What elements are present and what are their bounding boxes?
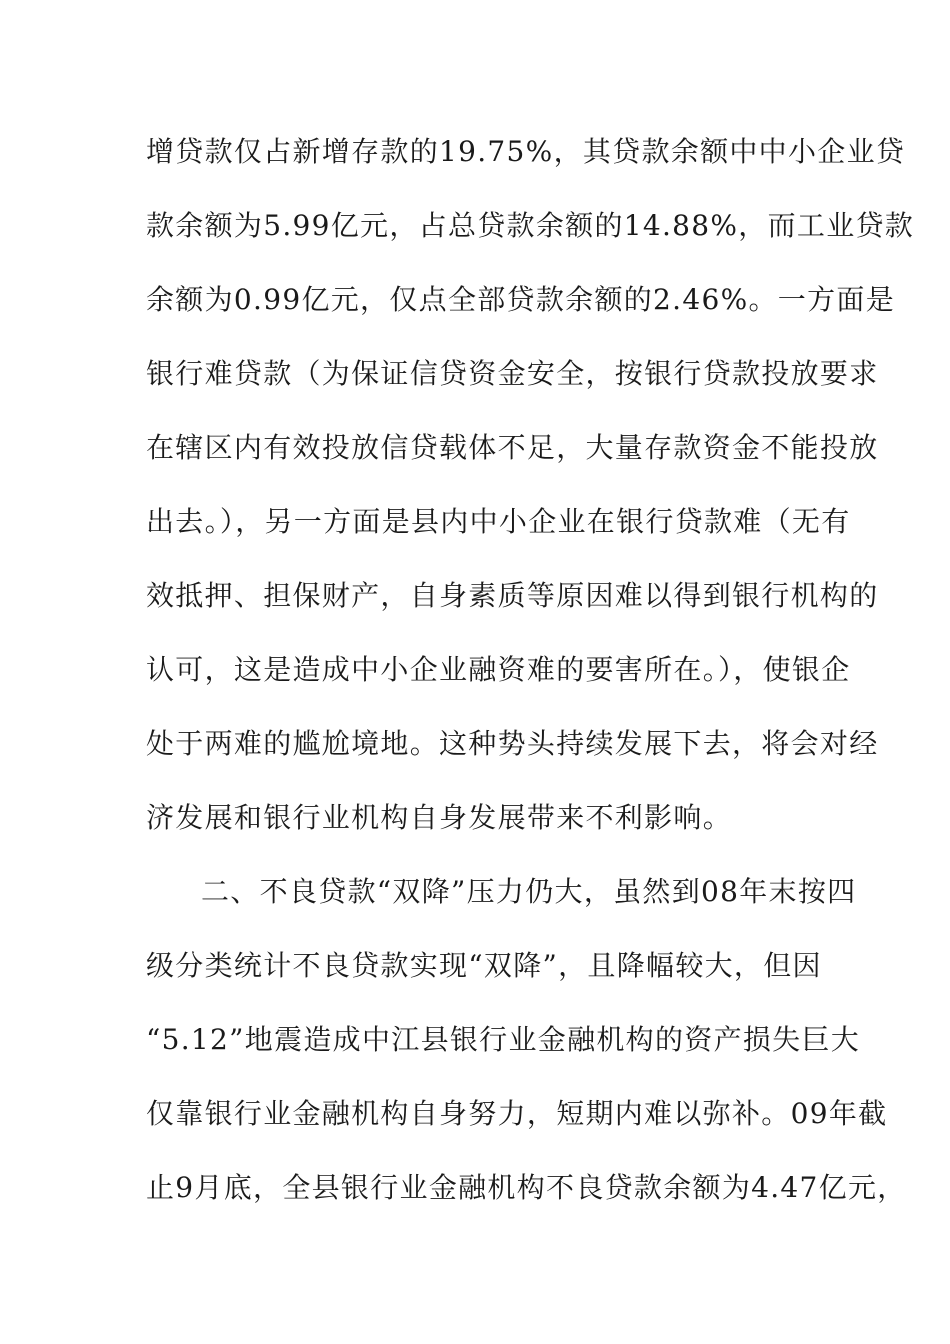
text-line: 出去。），另一方面是县内中小企业在银行贷款难（无有 [146,505,851,538]
text-line: 在辖区内有效投放信贷载体不足，大量存款资金不能投放 [146,431,879,464]
text-line: 效抵押、担保财产，自身素质等原因难以得到银行机构的 [146,579,879,612]
text-line: 处于两难的尴尬境地。这种势头持续发展下去，将会对经 [146,727,879,760]
text-line: “5.12”地震造成中江县银行业金融机构的资产损失巨大 [146,1023,861,1056]
text-line: 济发展和银行业机构自身发展带来不利影响。 [146,801,733,834]
text-line: 余额为0.99亿元，仅点全部贷款余额的2.46%。一方面是 [146,283,895,316]
text-line: 银行难贷款（为保证信贷资金安全，按银行贷款投放要求 [146,357,879,390]
paragraph-start-line: 二、不良贷款“双降”压力仍大，虽然到08年末按四 [201,875,857,908]
text-line: 款余额为5.99亿元，占总贷款余额的14.88%，而工业贷款 [146,209,915,242]
text-line: 认可，这是造成中小企业融资难的要害所在。），使银企 [146,653,851,686]
text-line: 仅靠银行业金融机构自身努力，短期内难以弥补。09年截 [146,1097,888,1130]
text-line: 增贷款仅占新增存款的19.75%，其贷款余额中中小企业贷 [146,135,906,168]
text-line: 止9月底，全县银行业金融机构不良贷款余额为4.47亿元， [146,1171,907,1204]
text-line: 级分类统计不良贷款实现“双降”，且降幅较大，但因 [146,949,822,982]
